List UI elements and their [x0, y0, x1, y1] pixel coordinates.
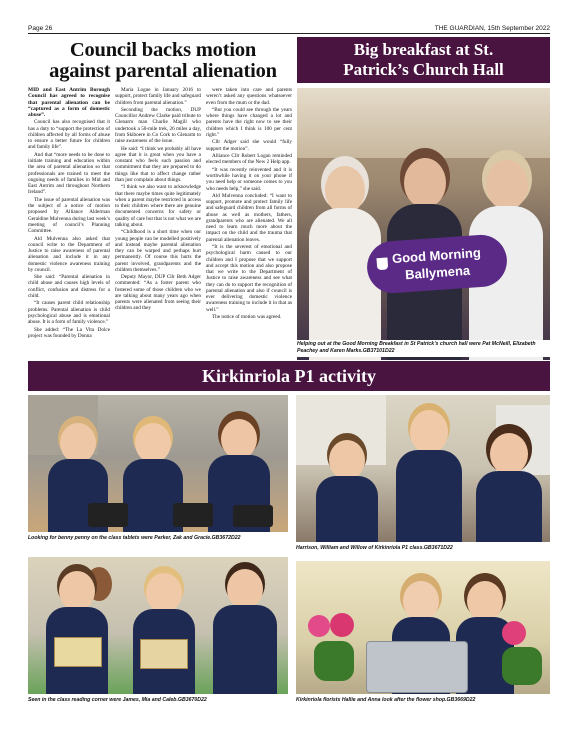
breakfast-banner: [297, 37, 550, 83]
child-2: [133, 573, 195, 694]
photo-flower-shop: [296, 561, 550, 694]
article-lead: MID and East Antrim Borough Council has agreed to recognise that parental alienation can be “captured as a form of domestic abuse”.: [28, 87, 110, 118]
paragraph: Seconding the motion, DUP Councillor Andrew Clarke paid tribute to Glenarm man Charlie Magill who undertook a 50-mile trek, 26 miles a day, from Skiboere in Co Cork to Glenarm to raise awareness of the issue.: [115, 106, 201, 145]
paragraph: “It was recently reinvented and it is worthwhile having it on your phone if you need help or someone comes to you who needs help,” she said.: [206, 166, 292, 192]
article-column-3: [206, 87, 292, 322]
tablet: [88, 503, 128, 527]
paragraph: He said: “I think we probably all have agree that it is great when you have a constant who feels such passion and commitment that they are prepared to do things like that to affect change rather than just complain about things.: [115, 145, 201, 183]
paragraph: The issue of parental alienation was the subject of a notice of motion proposed by Alliance Alderman Geraldine Mulvenna during last week’s meeting of council’s Planning Committee.: [28, 196, 110, 235]
photo-tablets: [28, 395, 288, 532]
sign-line-1: Good Morning: [391, 244, 482, 267]
photo-reading-corner: [28, 557, 288, 694]
book: [54, 637, 102, 667]
cash-register: [366, 641, 468, 693]
paragraph: She said: “Parental alienation in child abuse and causes high levels of conflict, confusion and distress for a child.: [28, 274, 110, 299]
good-morning-sign: [365, 233, 508, 295]
headline-line-1: Council backs motion: [69, 39, 257, 61]
page-number: Page 26: [28, 25, 53, 32]
breakfast-caption-visible: Helping out at the Good Morning Breakfast in St Patrick’s church hall were Pat McNeill, Elizabeth Peachey and Karen Marks.GB37101D22: [297, 340, 550, 357]
header-rule: [28, 33, 550, 34]
flower-pot: [304, 613, 364, 693]
headline-line-2: against parental alienation: [49, 60, 277, 82]
paragraph: Maria Logue in January 2016 to support, protect family life and safeguard children from parental alienation.”: [115, 87, 201, 106]
child-1: [316, 440, 378, 542]
paragraph: The notice of motion was agreed.: [212, 314, 282, 321]
kirkinriola-banner: Kirkinriola P1 activity: [28, 361, 550, 391]
paragraph: Ald Mulvenna also asked that council write to the Department of Justice to raise awareness of parental alienation and include it in any domestic violence awareness training by council.: [28, 235, 110, 273]
paragraph: Alliance Cllr Robert Logan reminded elected members of the New 2 Help app.: [206, 153, 292, 166]
book: [140, 639, 188, 669]
paragraph: “It causes parent child relationship problems. Parental alienation is child psychological abuse and is emotional abuse. It is a form of family violence.”: [28, 300, 110, 326]
paragraph: “But you could see through the years where things have changed a lot and parents have the right now to see their children which I think is 100 per cent right.”: [206, 106, 292, 138]
article-column-1: [28, 87, 110, 340]
paragraph: were taken into care and parents weren’t asked any questions whatsoever even from the mum or the dad.: [206, 87, 292, 106]
child-2: [396, 410, 462, 542]
window-light: [297, 88, 550, 158]
caption-tablets: Looking for benny penny on the class tablets were Parker, Zak and Gracie.GB3672D22: [28, 535, 241, 541]
paragraph: Deputy Mayor, DUP Cllr Beth Adger commented: “As a foster parent who fostered some of those children who we are talking about many years ago when parents were alienated from seeing their children and they: [115, 274, 201, 312]
tablet: [173, 503, 213, 527]
coffee-cup-icon: [376, 257, 388, 270]
paragraph: “Childhood is a short time when our young people can be modelled positively and instead maybe parental alienation they can be warped and perhaps hurt permanently. Of course this hurts the parent involved, grandparents and the children themselves.”: [115, 229, 201, 273]
child-1: [46, 571, 108, 694]
photo-class: [296, 395, 550, 542]
headline: [28, 40, 298, 82]
paragraph: Council has also recognised that it has a duty to “support the protection of children affected by all forms of abuse to ensure a better future for children and family life”.: [28, 119, 110, 151]
paragraph: She added: “The La Vita Dolce project was founded by Donna: [28, 326, 110, 339]
child-3: [213, 569, 277, 694]
child-3: [476, 433, 542, 542]
caption-flower-shop: Kirkinriola florists Hallie and Anna look after the flower shop.GB3669D22: [296, 697, 476, 703]
banner-line-1: Big breakfast at St.: [353, 40, 494, 59]
paragraph: “I think we also want to acknowledge that there maybe times quite legitimately when a parent maybe restricted in access to their children where there are genuine documented concerns for safety or quality of care but that is not what we are talking about.: [115, 184, 201, 228]
breakfast-photo: [297, 88, 550, 360]
paragraph: Ald Mulvenna concluded: “I want to support, promote and protect family life and safeguard children from all forms of abuse as well as mothers, fathers, grandparents who are alienated. We all need to learn much more about the impact on the child and the trauma that parental alienation leaves.: [206, 192, 292, 243]
tablet: [233, 505, 273, 527]
caption-reading-corner: Seen in the class reading corner were James, Mia and Caleb.GB3670D22: [28, 697, 207, 703]
sign-line-2: Ballymena: [404, 262, 471, 283]
paragraph: Cllr Adger said she would “fully support the motion”.: [206, 139, 292, 152]
caption-class: Harrison, William and Willow of Kirkinriola P1 class.GB3671D22: [296, 545, 453, 551]
article-column-2: [115, 87, 201, 313]
masthead-date: THE GUARDIAN, 15th September 2022: [434, 25, 550, 32]
flower-pot: [496, 621, 550, 693]
paragraph: And that “more needs to be done to initiate training and education within the area of parental alienation so that professionals are trained to meet the ongoing needs of families in Mid and East Antrim and throughout Northern Ireland”.: [28, 151, 110, 196]
banner-line-2: Patrick’s Church Hall: [343, 60, 504, 79]
paragraph: “It is the severest of emotional and psychological harm caused to our children and I propose that we support and accept this motion and also propose that we write to the Department of Justice to raise awareness and see what they can do to support the recognition of parental alienation and also if council is ever delivering domestic violence awareness training to include it in that as well.”: [206, 244, 292, 313]
